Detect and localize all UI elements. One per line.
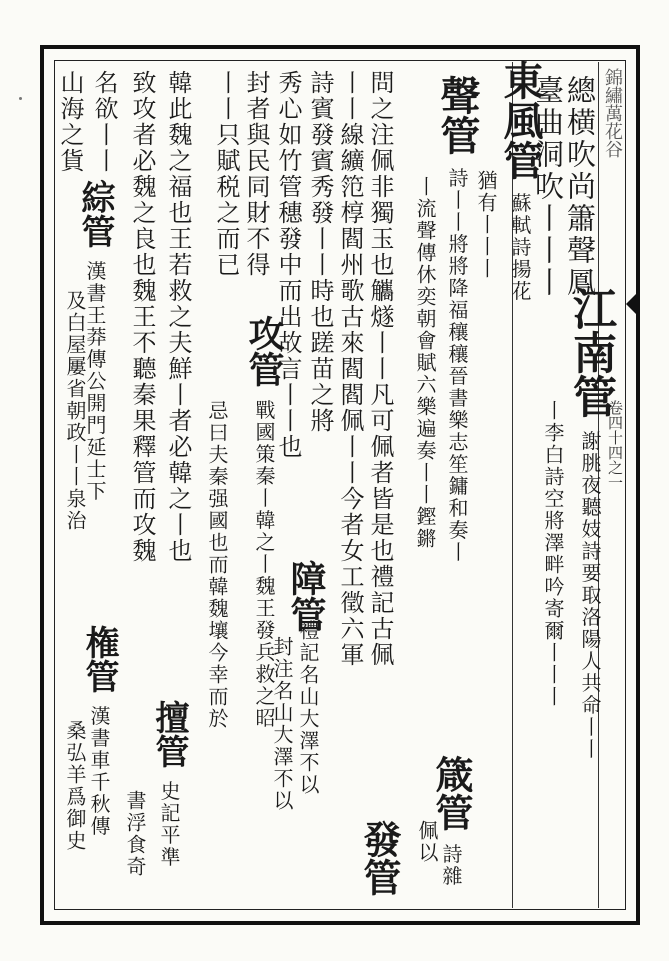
entry-heading: 綜管 <box>75 180 115 248</box>
entry-heading: 江南管 <box>565 286 616 418</box>
note-column <box>415 176 435 550</box>
note-column <box>417 820 437 864</box>
text-column <box>338 70 362 668</box>
entry-note: 漢書王莽傳公開門延士下 <box>83 260 107 503</box>
entry-heading: 東風管 <box>497 60 544 180</box>
entry-column <box>149 700 189 869</box>
text-column <box>130 70 154 564</box>
entry-column <box>497 60 544 303</box>
margin-title: 錦繡萬花谷 <box>602 68 623 158</box>
entry-note: 詩丨丨將將降福穰穰晉書樂志笙鏞和奏丨 <box>445 167 469 564</box>
column-text: 名欲丨丨 <box>90 70 118 174</box>
note-column <box>125 790 145 878</box>
entry-note: 書浮食奇 <box>123 790 147 878</box>
text-column <box>92 70 116 174</box>
entry-note: 丨流聲傳休奕朝會賦六樂遍奏丨丨鏗鏘 <box>413 176 437 550</box>
note-column <box>65 290 85 532</box>
entry-note: 蘇軾詩揚花 <box>508 192 532 303</box>
column-text: 臺曲洞吹丨丨丨 <box>531 75 565 299</box>
entry-note: 及白屋屢省朝政丨丨泉治 <box>63 290 87 532</box>
column-text: 總横吹尚簫聲鳳 <box>563 75 597 299</box>
entry-heading: 箴管 <box>429 755 474 831</box>
entry-heading: 攻管 <box>243 315 285 387</box>
text-column <box>563 75 597 299</box>
column-text: 秀心如竹管穗發中而出故言丨丨也 <box>274 70 302 460</box>
note-column <box>543 400 563 708</box>
column-text: 韓此魏之福也王若救之夫鮮丨者必韓之丨也 <box>164 70 192 564</box>
entry-column <box>79 625 119 838</box>
entry-heading: 障管 <box>285 560 327 632</box>
text-column <box>308 70 332 434</box>
note-column <box>207 400 227 730</box>
entry-note: 封注名山大澤不以 <box>270 636 294 812</box>
entry-heading: 聲管 <box>434 75 481 155</box>
column-text: 丨丨只賦税之而已 <box>212 70 240 278</box>
column-text: 詩賓發賓秀發丨丨時也蹉苗之將 <box>306 70 334 434</box>
margin-section: 卷四十四之一 <box>606 400 624 490</box>
entry-note: 詩雜 <box>439 843 463 888</box>
entry-column <box>434 75 481 564</box>
text-column <box>214 70 238 278</box>
column-text: 封者與民同財不得 <box>242 70 270 278</box>
entry-heading: 擅管 <box>149 700 189 768</box>
note-column <box>476 170 496 280</box>
column-text: 山海之貨 <box>56 70 84 174</box>
entry-note: 桑弘羊爲御史 <box>63 720 87 852</box>
entry-note: 禮記名山大澤不以 <box>296 620 320 796</box>
entry-note: 漢書車千秋傳 <box>87 705 111 838</box>
text-column <box>368 70 392 668</box>
entry-column <box>357 820 402 896</box>
text-column <box>166 70 190 564</box>
entry-note: 佩以 <box>415 820 439 864</box>
note-column <box>65 720 85 852</box>
entry-note: 史記平準 <box>157 780 181 869</box>
column-text: 丨丨線纊笵椁閻州歌古來閻閻佩丨丨今者女工徵六軍 <box>336 70 364 668</box>
note-column <box>298 620 318 796</box>
entry-heading: 権管 <box>79 625 119 693</box>
text-column <box>58 70 82 174</box>
entry-note: 謝朓夜聽妓詩要取洛陽人共命丨丨 <box>578 430 602 761</box>
fish-tail-mark <box>626 290 640 318</box>
entry-note: 丨李白詩空將澤畔吟寄爾丨丨丨 <box>541 400 565 708</box>
entry-note: 戰國策秦丨韓之丨魏王發兵救之昭 <box>252 399 276 730</box>
entry-column <box>243 315 285 730</box>
column-text: 問之注佩非獨玉也觿燧丨丨凡可佩者皆是也禮記古佩 <box>366 70 394 668</box>
ink-speck <box>19 97 22 100</box>
entry-note: 猶有丨丨丨 <box>474 170 498 280</box>
text-column <box>244 70 268 278</box>
entry-heading: 發管 <box>357 820 402 896</box>
column-text: 致攻者必魏之良也魏王不聽秦果釋管而攻魏 <box>128 70 156 564</box>
entry-note: 忌曰夫秦强國也而韓魏壤今幸而於 <box>205 400 229 730</box>
